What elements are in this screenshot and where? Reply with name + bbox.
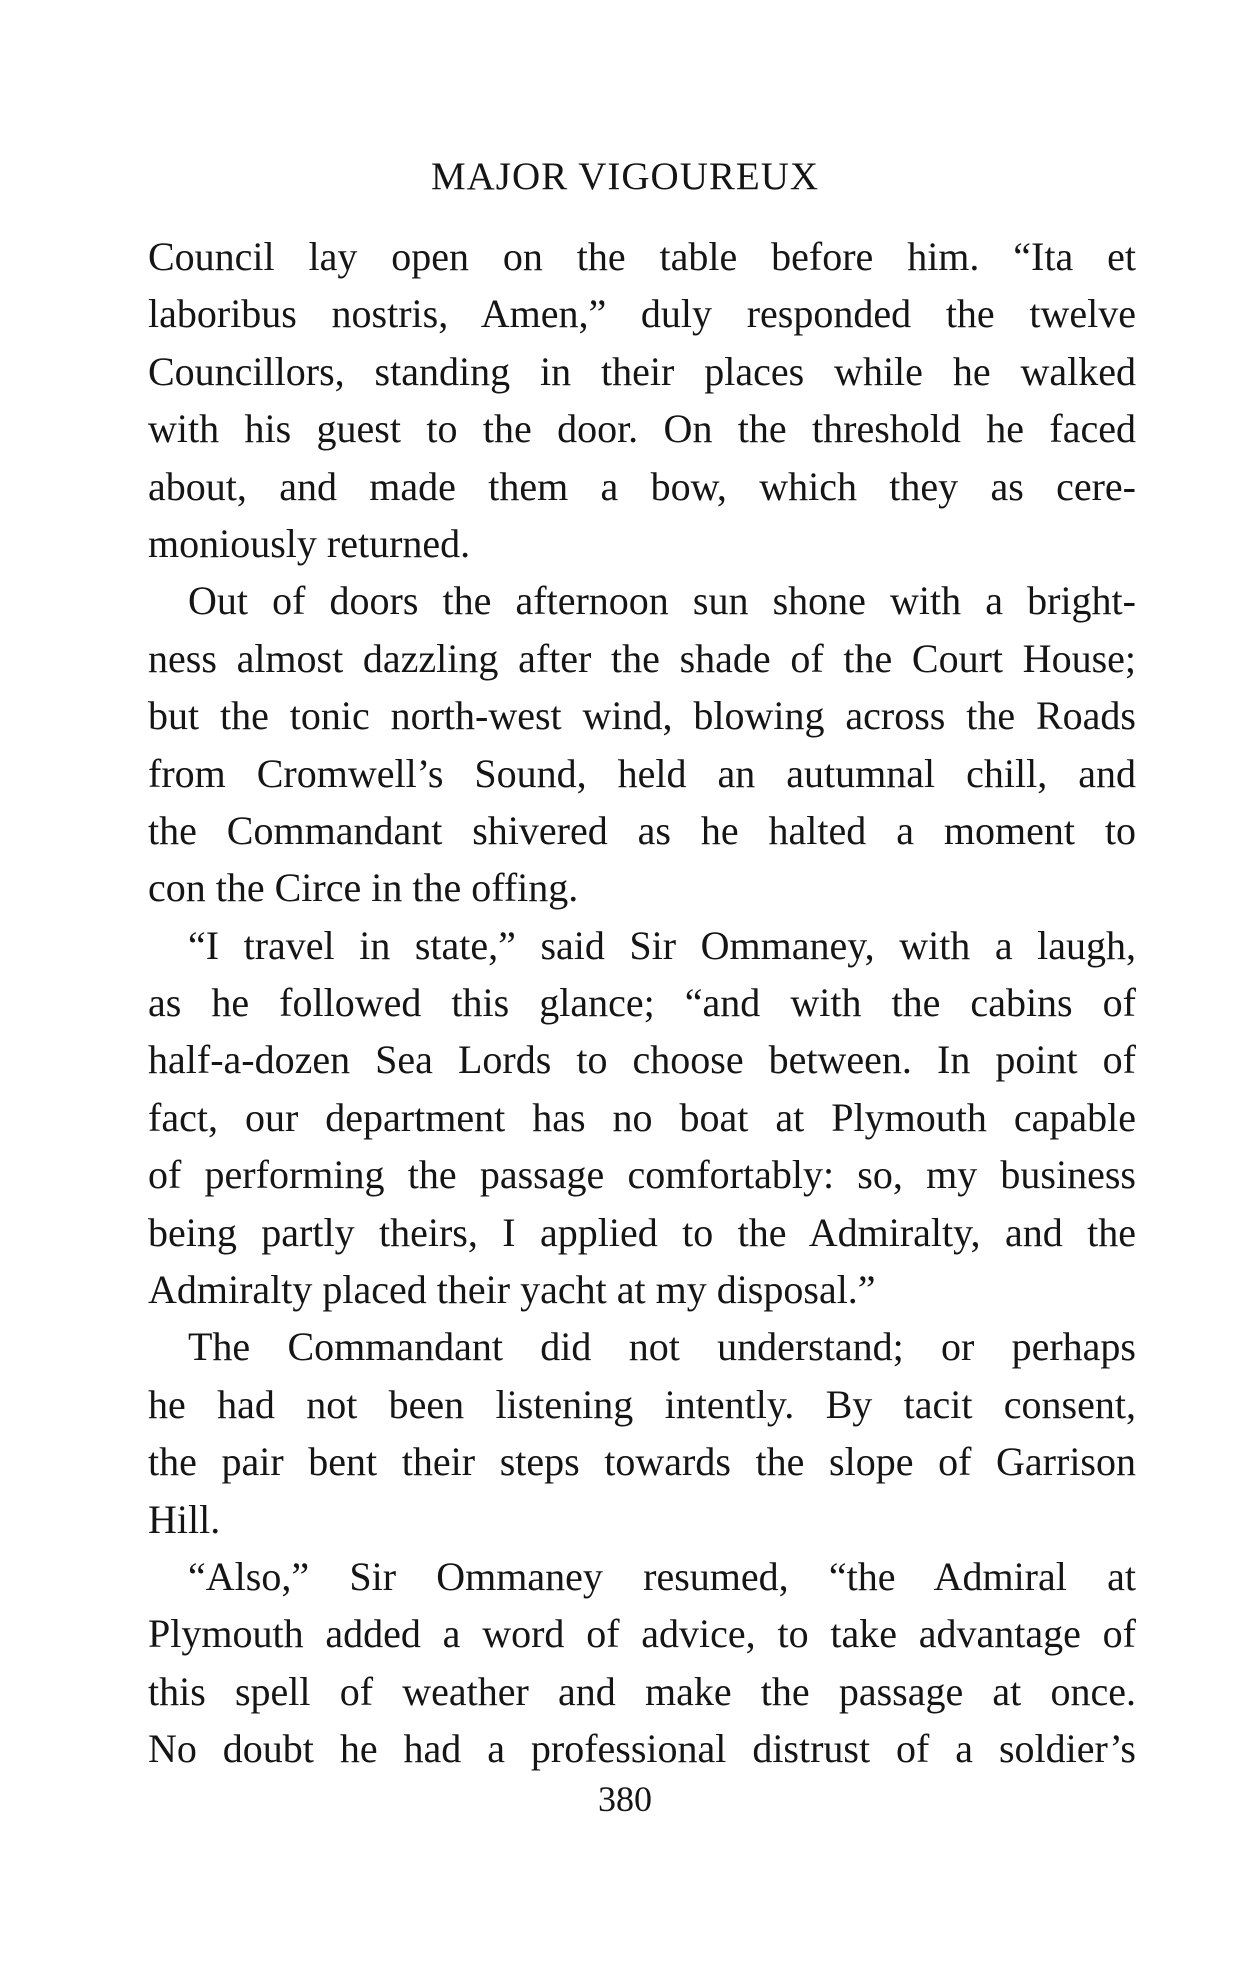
text-line: Out of doors the afternoon sun shone with a bright- <box>188 578 1136 624</box>
text-line: ness almost dazzling after the shade of the Court House; <box>148 635 1136 681</box>
text-line: moniously returned. <box>148 520 471 566</box>
text-line: Council lay open on the table before him. “Ita et <box>148 234 1136 279</box>
body-text <box>148 228 1136 1778</box>
paragraph <box>148 917 1136 1319</box>
text-line: Hill. <box>148 1496 221 1542</box>
text-line: the Commandant shivered as he halted a moment to <box>148 807 1136 853</box>
paragraph <box>148 228 1136 572</box>
text-line: No doubt he had a professional distrust of a soldier’s <box>148 1726 1136 1772</box>
text-line: the pair bent their steps towards the slope of Garrison <box>148 1439 1136 1485</box>
text-line: fact, our department has no boat at Plymouth capable <box>148 1094 1136 1140</box>
text-line: but the tonic north-west wind, blowing across the Roads <box>148 693 1136 739</box>
paragraph <box>148 1318 1136 1548</box>
text-line: about, and made them a bow, which they as cere- <box>148 463 1136 509</box>
page-number: 380 <box>598 1779 652 1819</box>
text-line: Plymouth added a word of advice, to take advantage of <box>148 1611 1136 1657</box>
running-head: MAJOR VIGOUREUX <box>430 155 820 198</box>
text-line: Councillors, standing in their places while he walked <box>148 348 1136 394</box>
text-line: of performing the passage comfortably: so, my business <box>148 1152 1136 1198</box>
text-line: as he followed this glance; “and with the cabins of <box>148 980 1136 1026</box>
text-line: from Cromwell’s Sound, held an autumnal chill, and <box>148 750 1136 796</box>
text-line: with his guest to the door. On the threshold he faced <box>148 406 1136 452</box>
text-line: laboribus nostris, Amen,” duly responded the twelve <box>148 291 1136 337</box>
text-line: “Also,” Sir Ommaney resumed, “the Admiral at <box>188 1553 1136 1599</box>
text-line: The Commandant did not understand; or perhaps <box>188 1324 1136 1370</box>
paragraph <box>148 572 1136 916</box>
text-line: he had not been listening intently. By tacit consent, <box>148 1381 1136 1427</box>
paragraph <box>148 1548 1136 1778</box>
text-line: this spell of weather and make the passage at once. <box>148 1668 1136 1714</box>
text-line: “I travel in state,” said Sir Ommaney, with a laugh, <box>188 922 1136 968</box>
text-line: Admiralty placed their yacht at my disposal.” <box>148 1267 876 1313</box>
text-line: con the Circe in the offing. <box>148 865 579 911</box>
text-line: half-a-dozen Sea Lords to choose between. In point of <box>148 1037 1136 1083</box>
text-line: being partly theirs, I applied to the Admiralty, and the <box>148 1209 1136 1255</box>
